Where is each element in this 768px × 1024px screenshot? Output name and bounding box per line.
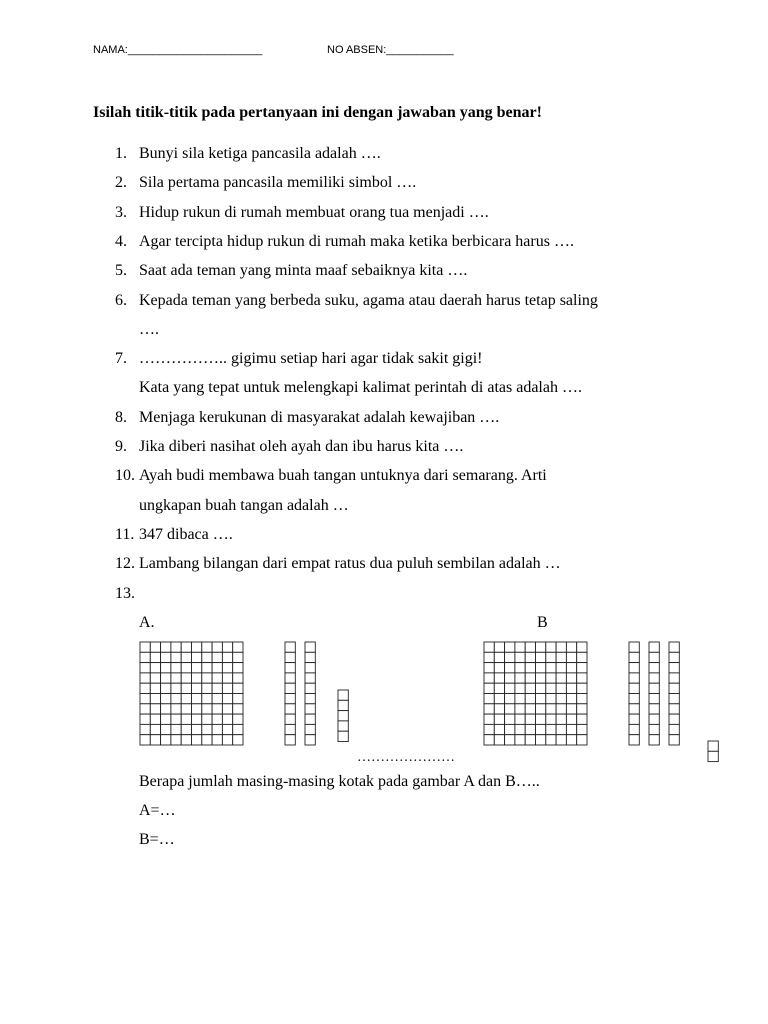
hundred-block-cell [171,714,181,724]
hundred-block-cell [546,714,556,724]
hundred-block-cell [181,663,191,673]
hundred-block-cell [536,694,546,704]
hundred-block-cell [494,663,504,673]
question-text: Saat ada teman yang minta maaf sebaiknya kita …. [139,262,468,280]
hundred-block-cell [536,714,546,724]
hundred-block-cell [181,683,191,693]
hundred-block-cell [140,663,150,673]
hundred-block-cell [161,714,171,724]
ten-rod-cell [285,642,295,652]
hundred-block-cell [202,704,212,714]
hundred-block-cell [140,652,150,662]
hundred-block-cell [140,683,150,693]
question-number: 2. [115,174,127,192]
ten-rod-cell [669,735,679,745]
hundred-block-cell [212,663,222,673]
hundred-block-cell [484,673,494,683]
hundred-block-cell [515,735,525,745]
hundred-block-cell [212,735,222,745]
figure-dots: ………………… [357,750,455,765]
hundred-block-cell [171,663,181,673]
hundred-block-cell [181,724,191,734]
hundred-block-cell [150,652,160,662]
ten-rod-cell [305,642,315,652]
hundred-block-cell [536,735,546,745]
ten-rod-cell [285,683,295,693]
hundred-block-cell [222,673,232,683]
hundred-block-cell [566,663,576,673]
hundred-block-cell [577,714,587,724]
hundred-block-cell [181,704,191,714]
hundred-block-cell [222,663,232,673]
hundred-block-cell [556,704,566,714]
question-number: 3. [115,203,127,221]
hundred-block-cell [556,714,566,724]
ten-rod-cell [669,714,679,724]
hundred-block-cell [202,724,212,734]
unit-cube [338,721,348,731]
hundred-block-cell [566,652,576,662]
question-text: Lambang bilangan dari empat ratus dua puluh sembilan adalah … [139,555,561,573]
hundred-block-cell [171,673,181,683]
question-number: 8. [115,408,127,426]
hundred-block-cell [556,673,566,683]
hundred-block-cell [212,714,222,724]
hundred-block-cell [494,735,504,745]
ten-rod-cell [669,673,679,683]
hundred-block-cell [212,642,222,652]
hundred-block-cell [515,724,525,734]
hundred-block-cell [494,642,504,652]
name-field[interactable]: NAMA:______________________ [93,44,263,56]
hundred-block-cell [202,735,212,745]
ten-rod-cell [305,735,315,745]
hundred-block-cell [525,642,535,652]
hundred-block-cell [556,642,566,652]
hundred-block-cell [150,673,160,683]
hundred-block-cell [171,652,181,662]
hundred-block-cell [150,663,160,673]
question-continuation: ungkapan buah tangan adalah … [139,496,349,514]
hundred-block-cell [515,714,525,724]
ten-rod-cell [629,673,639,683]
hundred-block-cell [546,652,556,662]
instruction-heading: Isilah titik-titik pada pertanyaan ini dengan jawaban yang benar! [93,104,542,121]
hundred-block-cell [577,694,587,704]
hundred-block-cell [171,735,181,745]
hundred-block-cell [222,704,232,714]
hundred-block-cell [536,642,546,652]
hundred-block-cell [140,694,150,704]
ten-rod-cell [669,683,679,693]
hundred-block-cell [161,735,171,745]
hundred-block-cell [202,642,212,652]
ten-rod-cell [649,683,659,693]
hundred-block-cell [536,704,546,714]
ten-rod-cell [649,663,659,673]
hundred-block-cell [222,735,232,745]
ten-rod-cell [649,735,659,745]
hundred-block-cell [525,673,535,683]
unit-cube [338,690,348,700]
hundred-block-cell [556,683,566,693]
ten-rod-cell [629,642,639,652]
question-number: 5. [115,262,127,280]
hundred-block-cell [192,663,202,673]
ten-rod-cell [629,652,639,662]
hundred-block-cell [181,735,191,745]
hundred-block-cell [181,673,191,683]
hundred-block-cell [150,714,160,724]
hundred-block-cell [546,663,556,673]
hundred-block-cell [484,652,494,662]
hundred-block-cell [566,735,576,745]
hundred-block-cell [202,673,212,683]
hundred-block-cell [192,735,202,745]
hundred-block-cell [212,673,222,683]
hundred-block-cell [233,724,243,734]
question-text: Hidup rukun di rumah membuat orang tua menjadi …. [139,203,489,221]
hundred-block-cell [192,694,202,704]
hundred-block-cell [484,714,494,724]
hundred-block-cell [546,735,556,745]
ten-rod-cell [285,704,295,714]
hundred-block-cell [525,735,535,745]
ten-rod-cell [285,724,295,734]
hundred-block-cell [546,704,556,714]
hundred-block-cell [566,673,576,683]
ten-rod-cell [629,663,639,673]
hundred-block-cell [161,724,171,734]
hundred-block-cell [233,642,243,652]
unit-cube [338,700,348,710]
ten-rod-cell [305,694,315,704]
hundred-block-cell [150,642,160,652]
ten-rod-cell [649,714,659,724]
hundred-block-cell [150,724,160,734]
ten-rod-cell [629,714,639,724]
hundred-block-cell [171,724,181,734]
answer-b[interactable]: B=… [139,831,175,848]
hundred-block-cell [536,683,546,693]
hundred-block-cell [222,694,232,704]
ten-rod-cell [285,673,295,683]
ten-rod-cell [669,663,679,673]
hundred-block-cell [577,724,587,734]
hundred-block-cell [140,704,150,714]
ten-rod-cell [305,652,315,662]
question-text: Menjaga kerukunan di masyarakat adalah kewajiban …. [139,408,500,426]
hundred-block-cell [505,704,515,714]
ten-rod-cell [305,714,315,724]
ten-rod-cell [669,694,679,704]
hundred-block-cell [233,694,243,704]
hundred-block-cell [222,642,232,652]
ten-rod-cell [629,694,639,704]
hundred-block-cell [192,652,202,662]
hundred-block-cell [494,724,504,734]
hundred-block-cell [515,683,525,693]
hundred-block-cell [566,704,576,714]
hundred-block-cell [505,642,515,652]
hundred-block-cell [222,714,232,724]
question-number: 11. [115,525,135,543]
hundred-block-cell [161,642,171,652]
ten-rod-cell [669,642,679,652]
hundred-block-cell [140,735,150,745]
hundred-block-cell [484,683,494,693]
question-number: 13. [115,584,135,602]
hundred-block-cell [484,663,494,673]
hundred-block-cell [556,694,566,704]
ten-rod-cell [305,724,315,734]
hundred-block-cell [150,704,160,714]
hundred-block-cell [161,694,171,704]
ten-rod-cell [649,724,659,734]
hundred-block-cell [577,683,587,693]
ten-rod-cell [649,694,659,704]
hundred-block-cell [212,724,222,734]
hundred-block-cell [192,673,202,683]
hundred-block-cell [212,704,222,714]
hundred-block-cell [150,735,160,745]
hundred-block-cell [212,652,222,662]
hundred-block-cell [171,683,181,693]
hundred-block-cell [536,652,546,662]
hundred-block-cell [494,652,504,662]
hundred-block-cell [505,683,515,693]
hundred-block-cell [546,724,556,734]
question-number: 12. [115,555,135,573]
hundred-block-cell [484,642,494,652]
question-text: Bunyi sila ketiga pancasila adalah …. [139,145,381,162]
hundred-block-cell [192,724,202,734]
question-number: 7. [115,350,127,368]
hundred-block-cell [536,673,546,683]
hundred-block-cell [233,663,243,673]
hundred-block-cell [494,694,504,704]
hundred-block-cell [161,673,171,683]
question-number: 1. [115,145,127,162]
hundred-block-cell [140,714,150,724]
hundred-block-cell [546,694,556,704]
hundred-block-cell [140,673,150,683]
hundred-block-cell [515,642,525,652]
hundred-block-cell [577,673,587,683]
hundred-block-cell [484,704,494,714]
hundred-block-cell [515,704,525,714]
hundred-block-cell [505,663,515,673]
hundred-block-cell [515,652,525,662]
question-number: 9. [115,438,127,455]
unit-cube [708,741,718,751]
hundred-block-cell [150,694,160,704]
hundred-block-cell [577,735,587,745]
hundred-block-cell [192,714,202,724]
ten-rod-cell [649,704,659,714]
hundred-block-cell [515,673,525,683]
hundred-block-cell [556,663,566,673]
hundred-block-cell [566,714,576,724]
hundred-block-cell [181,714,191,724]
hundred-block-cell [556,724,566,734]
hundred-block-cell [202,683,212,693]
hundred-block-cell [202,714,212,724]
question-text: Jika diberi nasihat oleh ayah dan ibu harus kita …. [139,438,464,455]
hundred-block-cell [505,673,515,683]
answer-a[interactable]: A=… [139,802,176,819]
hundred-block-cell [161,704,171,714]
hundred-block-cell [556,652,566,662]
hundred-block-cell [515,694,525,704]
hundred-block-cell [222,724,232,734]
hundred-block-cell [140,724,150,734]
hundred-block-cell [192,704,202,714]
hundred-block-cell [202,663,212,673]
hundred-block-cell [233,704,243,714]
ten-rod-cell [305,673,315,683]
question-number: 6. [115,291,127,309]
hundred-block-cell [192,642,202,652]
question-text: 347 dibaca …. [139,525,233,543]
ten-rod-cell [649,652,659,662]
question-number: 4. [115,232,127,250]
ten-rod-cell [669,724,679,734]
hundred-block-cell [515,663,525,673]
hundred-block-cell [505,652,515,662]
hundred-block-cell [484,724,494,734]
question-text: Kepada teman yang berbeda suku, agama atau daerah harus tetap saling [139,291,598,309]
unit-cube [338,731,348,741]
hundred-block-cell [484,694,494,704]
hundred-block-cell [577,704,587,714]
hundred-block-cell [161,683,171,693]
ten-rod-cell [629,724,639,734]
question-continuation: Kata yang tepat untuk melengkapi kalimat perintah di atas adalah …. [139,379,582,397]
hundred-block-cell [536,663,546,673]
ten-rod-cell [669,704,679,714]
hundred-block-cell [546,683,556,693]
hundred-block-cell [494,704,504,714]
attendance-number-field[interactable]: NO ABSEN:___________ [327,44,454,56]
ten-rod-cell [305,663,315,673]
hundred-block-cell [150,683,160,693]
hundred-block-cell [525,663,535,673]
hundred-block-cell [233,714,243,724]
ten-rod-cell [629,735,639,745]
ten-rod-cell [629,704,639,714]
hundred-block-cell [233,652,243,662]
ten-rod-cell [285,714,295,724]
question-text: Ayah budi membawa buah tangan untuknya dari semarang. Arti [139,467,547,485]
hundred-block-cell [494,673,504,683]
hundred-block-cell [505,714,515,724]
hundred-block-cell [494,714,504,724]
hundred-block-cell [505,724,515,734]
question-text: Sila pertama pancasila memiliki simbol …. [139,174,417,192]
hundred-block-cell [171,694,181,704]
hundred-block-cell [566,683,576,693]
hundred-block-cell [212,683,222,693]
ten-rod-cell [629,683,639,693]
hundred-block-cell [171,704,181,714]
hundred-block-cell [546,673,556,683]
hundred-block-cell [525,652,535,662]
hundred-block-cell [546,642,556,652]
hundred-block-cell [525,714,535,724]
figure-label-b: B [537,614,548,631]
ten-rod-cell [285,694,295,704]
hundred-block-cell [202,694,212,704]
hundred-block-cell [233,735,243,745]
ten-rod-cell [649,673,659,683]
hundred-block-cell [494,683,504,693]
hundred-block-cell [222,652,232,662]
hundred-block-cell [566,724,576,734]
hundred-block-cell [577,663,587,673]
hundred-block-cell [181,694,191,704]
question-text: …………….. gigimu setiap hari agar tidak sakit gigi! [139,350,483,368]
hundred-block-cell [202,652,212,662]
ten-rod-cell [285,652,295,662]
hundred-block-cell [525,683,535,693]
hundred-block-cell [233,673,243,683]
hundred-block-cell [171,642,181,652]
ten-rod-cell [649,642,659,652]
question-text: Agar tercipta hidup rukun di rumah maka ketika berbicara harus …. [139,232,574,250]
figure-label-a: A. [139,614,155,631]
hundred-block-cell [556,735,566,745]
ten-rod-cell [305,704,315,714]
hundred-block-cell [212,694,222,704]
hundred-block-cell [505,735,515,745]
hundred-block-cell [222,683,232,693]
hundred-block-cell [536,724,546,734]
hundred-block-cell [192,683,202,693]
ten-rod-cell [305,683,315,693]
hundred-block-cell [577,652,587,662]
hundred-block-cell [525,724,535,734]
question-13-prompt: Berapa jumlah masing-masing kotak pada gambar A dan B….. [139,773,540,790]
hundred-block-cell [181,652,191,662]
block-figure-svg [138,640,722,766]
hundred-block-cell [181,642,191,652]
question-number: 10. [115,467,135,485]
hundred-block-cell [566,694,576,704]
block-figure [138,640,722,766]
hundred-block-cell [505,694,515,704]
unit-cube [708,751,718,761]
hundred-block-cell [484,735,494,745]
hundred-block-cell [525,694,535,704]
ten-rod-cell [669,652,679,662]
hundred-block-cell [140,642,150,652]
hundred-block-cell [525,704,535,714]
unit-cube [338,711,348,721]
ten-rod-cell [285,735,295,745]
hundred-block-cell [566,642,576,652]
hundred-block-cell [233,683,243,693]
hundred-block-cell [577,642,587,652]
hundred-block-cell [161,652,171,662]
ten-rod-cell [285,663,295,673]
hundred-block-cell [161,663,171,673]
question-continuation: …. [139,320,159,338]
